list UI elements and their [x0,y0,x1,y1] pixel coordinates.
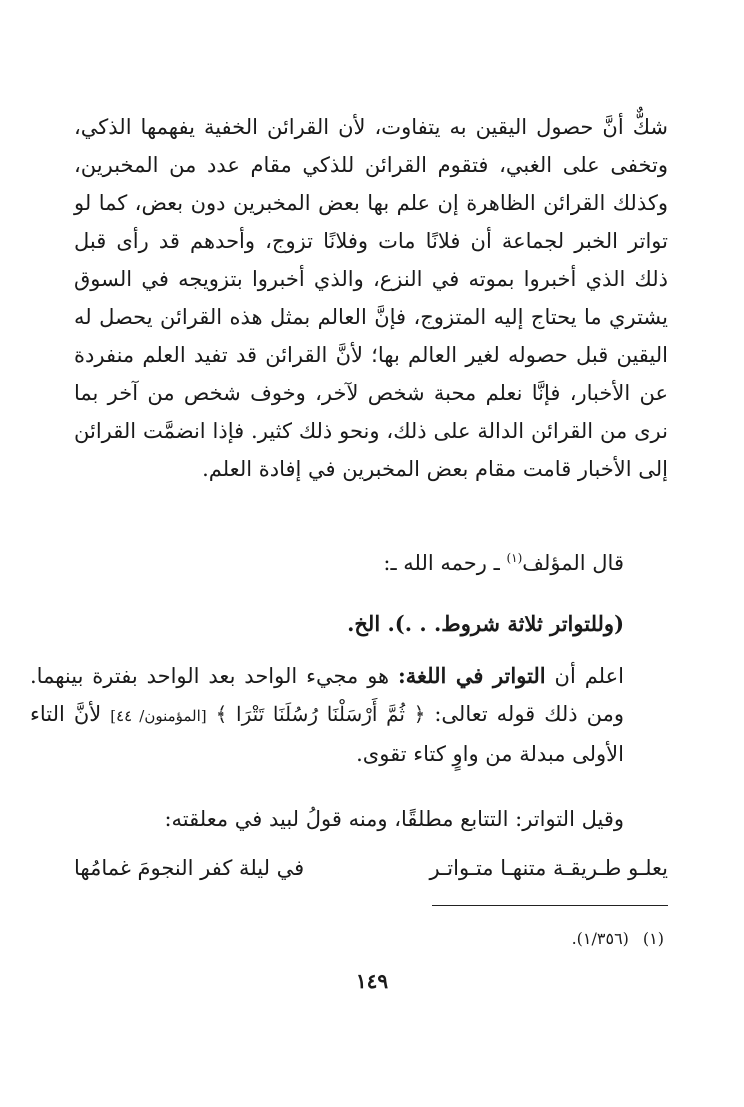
definition-term: التواتر في اللغة: [398,663,546,688]
footnote-text: (١/٣٥٦). [571,929,629,948]
definition-text: هو مجيء الواحد بعد الواحد بفترة بينهما. ومن ذلك قوله تعالى: [30,664,624,726]
footnote-marker-1: (١) [506,551,523,565]
definition-explanation: لأنَّ التاء الأولى مبدلة من واوٍ كتاء تقوى. [30,702,624,766]
poem-verse [74,849,668,887]
footnote-number: (١) [642,929,664,948]
body-paragraph-alternative-definition: وقيل التواتر: التتابع مطلقًا، ومنه قولُ لبيد في معلقته: [164,807,624,831]
definition-lead: اعلم أن [545,664,624,688]
author-quote-label: قال المؤلف [522,551,624,575]
page-number: ١٤٩ [355,969,389,993]
author-quote-blessing: ـ رحمه الله ـ: [383,551,507,575]
body-paragraph-definition [30,657,668,773]
body-paragraph-intro: شكٌّ أنَّ حصول اليقين به يتفاوت، لأن القرائن الخفية يفهمها الذكي، وتخفى على الغبي، فتقوم القرائن للذكي مقام عدد من المخبرين، وكذلك القرائن الظاهرة إن علم بها بعض المخبرين دون بعض، كما لو تواتر الخبر لجماعة أن فلانًا مات وفلانًا تزوج، وأحدهم قد رأى قبل ذلك الذي أخبروا بموته في النزع، والذي أخبروا بتزويجه في السوق يشتري ما يحتاج إليه المتزوج، فإنَّ العالم بمثل هذه القرائن يحصل له اليقين قبل حصوله لغير العالم بها؛ لأنَّ القرائن قد تفيد العلم منفردة عن الأخبار، فإنَّا نعلم محبة شخص لآخر، وخوف شخص من آخر بما نرى من القرائن الدالة على ذلك، ونحو ذلك كثير. فإذا انضمَّت القرائن إلى الأخبار قامت مقام بعض المخبرين في إفادة العلم. [74,115,668,481]
matn-quote: (وللتواتر ثلاثة شروط. . .). الخ. [347,611,624,636]
poem-second-hemistich: في ليلة كفر النجومَ غمامُها [74,856,305,880]
author-quote-heading [30,544,668,582]
footnote-divider [432,905,668,906]
footnote-1 [572,925,664,953]
quran-reference: [المؤمنون/ ٤٤] [110,707,207,725]
quran-verse: ﴿ ثُمَّ أَرْسَلْنَا رُسُلَنَا تَتْرَا ﴾ [215,702,426,726]
poem-first-hemistich: يعلـو طـريقـة متنهـا متـواتـر [429,856,668,880]
